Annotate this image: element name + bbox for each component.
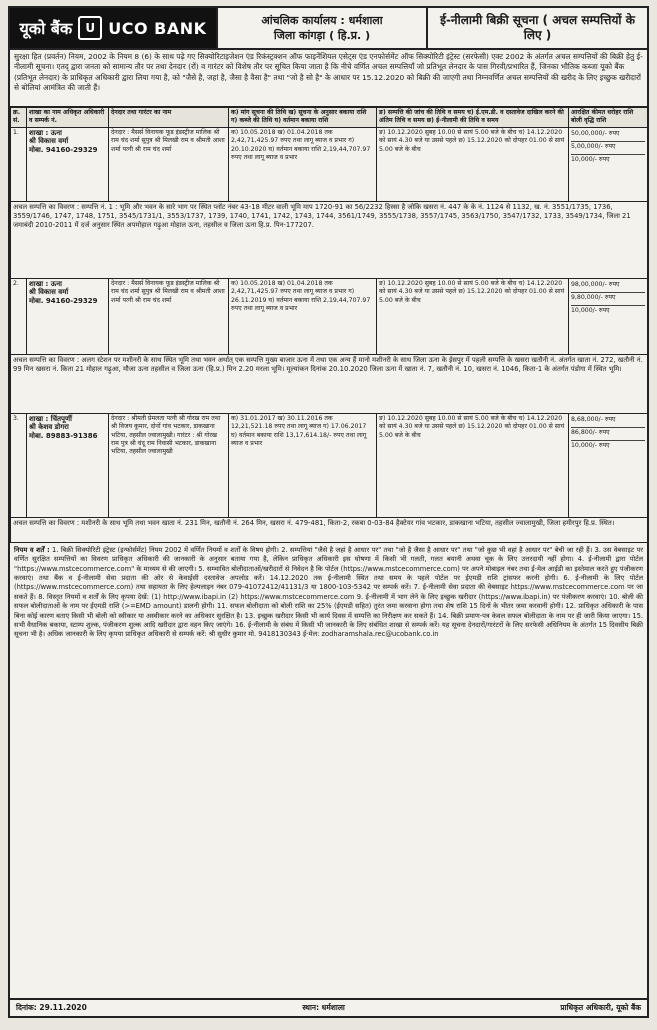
intro-paragraph: सुरक्षा हित (प्रवर्तन) नियम, 2002 के नियम 8 (6) के साथ पढ़े गए सिक्योरिटाइजेशन एंड रिकंस्ट्रक्शन ऑफ फाइनेंशियल एसेट्स एंड एनफोर्समेंट ऑफ सिक्योरिटी इंट्रेस्ट (सरफेसी) एक्ट 2002 के अंतर्गत अचल सम्पत्तियों की बिक्री हेतु ई-नीलामी सूचना। एतद् द्वारा जनता को सामान्य तौर पर तथा देनदार (रों) व गारंटर को विशेष तौर पर सूचित किया जाता है कि नीचे वर्णित अचल सम्पत्तियाँ जो प्रतिभूत लेनदार के पास गिरवी/प्रभारित हैं, जिनका भौतिक कब्जा यूको बैंक (प्रतिभूत लेनदार) के प्राधिकृत अधिकारी द्वारा लिया गया है, को "जैसे है, जहां है, जैसा है वैसा है" तथा "जो है सो है" के आधार पर 15.12.2020 को बिक्री की जाएगी तथा निम्नवर्णित अचल सम्पत्तियों की खरीद के लिए इच्छुक खरीदारों से बोलियां आमंत्रित की जाती हैं। <box>10 50 647 107</box>
bid-increment: 10,000/- रुपए <box>571 441 610 449</box>
row-demand: क) 10.05.2018 ख) 01.04.2018 तक 2,42,71,425.97 रुपए तथा लागू ब्याज व प्रभार ग) 20.10.2020 घ) वर्तमान बकाया राशि 2,19,44,707.97 रुपए तथा लागू ब्याज व प्रभार <box>229 127 377 201</box>
col-demand: क) मांग सूचना की तिथि ख) सूचना के अनुसार बकाया राशि ग) कब्जे की तिथि घ) वर्तमान बकाया राशि <box>229 108 377 128</box>
property-description: अचल सम्पत्ति का विवरण : अलग स्टेशन पर मशीनरी के साथ स्थित भूमि तथा भवन अर्थात् एक सम्पत्ति मुख्य बाजार ऊना में तथा एक अन्य हैं मानो मशीनरी के साथ जिला ऊना के ईसपुर में पहली सम्पत्ति के खसरा खतौनी नं. अंतर्गत खाता नं. 272, खतौनी नं. 99 मिन खसरा नं. किता 21 मोहाल गढ़ुआ, मौजा ऊना तहसील व जिला ऊना (हि.प्र.) मिन 2.20 मरला भूमि। मूल्यांकन दिनांक 20.10.2020 जिला ऊना में खाता नं. 7, खतौनी नं. 10, खसरा नं. 1046, किता-1 के अंतर्गत पंडोगा में स्थित भूमि। <box>11 354 648 413</box>
bid-increment: 10,000/- रुपए <box>571 306 610 314</box>
earnest-money: 5,00,000/- रुपए <box>571 142 645 155</box>
brand-hindi: यूको बैंक <box>19 19 73 38</box>
col-price: आरक्षित कीमत धरोहर राशि बोली वृद्धि राशि <box>569 108 648 128</box>
row-branch <box>27 278 109 354</box>
table-row <box>11 127 648 201</box>
row-borrower: देनदार : श्रीमती प्रेमलता पत्नी श्री गोरख राम तथा श्री विजय कुमार, दोनों गांव भटकार, डाकखाना भटिया, तहसील ज्वालामुखी। गारंटर : श्री गोरख राम पुत्र श्री चंदू राम निवासी भटकार, डाकखाना भटिया, तहसील ज्वालामुखी <box>109 413 229 517</box>
terms-text: 1. बिक्री सिक्योरिटी इंट्रेस्ट (इन्फोर्समेंट) नियम 2002 में वर्णित नियमों व शर्तों के विषय होगी। 2. सम्पत्तियां "जैसे है जहां है आधार पर" तथा "जो है जैसा है आधार पर" तथा "जो कुछ भी वहां है आधार पर" बेची जा रही हैं। 3. उस वेबसाइट पर वर्णित सुरक्षित सम्पत्तियों का विवरण प्राधिकृत अधिकारी की जानकारी के अनुसार बताया गया है, लेकिन प्राधिकृत अधिकारी इस घोषणा में किसी भी गलती, गलत बयानी अथवा चूक के लिए उत्तरदायी नहीं होगा। 4. ई-नीलामी द्वारा पोर्टल "https://www.mstcecommerce.com" के माध्यम से की जाएगी। 5. सम्भावित बोलीदाताओं/खरीदारों से निवेदन है कि पोर्टल (https://www.mstcecommerce.com) पर अपने मोबाइल नंबर तथा ई-मेल आईडी का इस्तेमाल करते हुए पंजीकरण करवाएं। तथा बैंक व ई-नीलामी सेवा प्रदाता की ओर से केवाईसी दस्तावेज अपलोड करें। 14.12.2020 तक ई-नीलामी स्थित तथा समय के पहले पोर्टल पर ईएमडी राशि ट्रांसफर करनी होगी। 6. ई-नीलामी के लिए पोर्टल (https://www.mstcecommerce.com) तथा सहायता के लिए हेल्पलाइन नंबर 079-41072412/41131/3 या 1800-103-5342 पर सम्पर्क करें। 7. ई-नीलामी सेवा प्रदाता की वेबसाइट https://www.mstcecommerce.com पर जा सकते हैं। 8. विस्तृत नियमों व शर्तों के लिए कृपया देखें: (1) http://www.ibapi.in (2) https://www.mstcecommerce.com 9. ई-नीलामी में भाग लेने के लिए इच्छुक खरीदार (https://www.ibapi.in) पर पंजीकरण करवाएं। 10. बोली की सफल बोलीदाताओं के नाम पर ईएमडी राशि (>=EMD amount) डालनी होगी। 11. सफल बोलीदाता को बोली राशि का 25% (ईएमडी सहित) तुरंत जमा करवाना होगा तथा शेष राशि 15 दिनों के भीतर जमा करवानी होगी। 12. प्राधिकृत अधिकारी के पास बिना कोई कारण बताए किसी भी बोली को स्वीकार या अस्वीकार करने का अधिकार सुरक्षित है। 13. इच्छुक खरीदार किसी भी कार्य दिवस में सम्पत्ति का निरीक्षण कर सकते हैं। 14. बिक्री प्रमाण-पत्र केवल सफल बोलीदाता के नाम पर ही जारी किया जाएगा। 15. सभी वैधानिक बकाया, स्टाम्प शुल्क, पंजीकरण शुल्क आदि खरीदार द्वारा वहन किए जाएंगे। 16. ई-नीलामी के संबंध में किसी भी जानकारी के लिए संबंधित शाखा से सम्पर्क करें। यह सूचना देनदारों/गारंटरों के लिए सरफेसी अधिनियम के अंतर्गत 15 दिवसीय बिक्री सूचना भी है। अधिक जानकारी के लिए कृपया प्राधिकृत अधिकारी से सम्पर्क करें: श्री सुधीर कुमार मो. 9418130343 ई-मेल: zodharamshala.rec@ucobank.co.in <box>14 545 643 639</box>
terms-title: नियम व शर्तें : <box>14 545 50 554</box>
bank-brand <box>10 8 218 48</box>
notice-date: दिनांक: 29.11.2020 <box>16 1003 87 1012</box>
col-borrower: देनदार तथा गारंटर का नाम <box>109 108 229 128</box>
uco-logo-icon: U <box>78 16 102 40</box>
row-inspection: ङ) 10.12.2020 सुबह 10.00 से सायं 5.00 बजे के बीच च) 14.12.2020 को सायं 4.30 बजे या उससे पहले छ) 15.12.2020 को दोपहर 01.00 से सायं 5.00 बजे के बीच <box>377 127 569 201</box>
notice-header <box>10 8 647 50</box>
officer-name: श्री केशव डोगरा <box>29 423 69 432</box>
earnest-money: 86,800/- रुपए <box>571 428 645 441</box>
branch-name: शाखा : ऊना <box>29 279 62 288</box>
officer-name: श्री विकास वर्मा <box>29 288 69 297</box>
row-demand: क) 31.01.2017 ख) 30.11.2016 तक 12,21,521.18 रुपए तथा लागू ब्याज ग) 17.06.2017 घ) वर्तमान बकाया राशि 13,17,614.18/- रुपए तथा लागू ब्याज व प्रभार <box>229 413 377 517</box>
office-line2: जिला कांगड़ा ( हि.प्र. ) <box>273 29 371 42</box>
brand-english: UCO BANK <box>108 18 207 38</box>
row-inspection: ङ) 10.12.2020 सुबह 10.00 से सायं 5.00 बजे के बीच च) 14.12.2020 को सायं 4.30 बजे या उससे पहले छ) 15.12.2020 को दोपहर 01.00 से सायं 5.00 बजे के बीच <box>377 413 569 517</box>
col-branch: शाखा का नाम अधिकृत अधिकारी व सम्पर्क नं. <box>27 108 109 128</box>
property-description: अचल सम्पत्ति का विवरण : मशीनरी के साथ भूमि तथा भवन खाता नं. 231 मिन, खतौनी नं. 264 मिन, खसरा नं. 479-481, किता-2, रकबा 0-03-84 हैक्टेयर गांव भटकार, डाकखाना भटिया, तहसील ज्वालामुखी, जिला हमीरपुर हि.प्र. स्थित। <box>11 517 648 542</box>
authorized-officer: प्राधिकृत अधिकारी, यूको बैंक <box>560 1003 641 1012</box>
row-borrower: देनदार : मैसर्स विनायक फूड इंडस्ट्रीज मालिक श्री राम चंद शर्मा सुपुत्र श्री मिलखी राम व श्रीमती आशा शर्मा पत्नी श्री राम चंद शर्मा <box>109 278 229 354</box>
officer-mobile: मोबा. 94160-29329 <box>29 296 98 305</box>
officer-mobile: मोबा. 89883-91386 <box>29 431 98 440</box>
row-branch <box>27 413 109 517</box>
property-description: अचल सम्पत्ति का विवरण : सम्पत्ति नं. 1 : भूमि और भवन के सारे भाग पर स्थित प्लॉट नंबर 43-18 मीटर वाली भूमि माप 1720-91 का 56/2232 हिस्सा है जोकि खसरा नं. 447 के के नं. 1124 से 1132, ख. नं. 3551/1735, 1736, 3559/1746, 1747, 1748, 1751, 3545/1731/1, 3553/1737, 1739, 1740, 1741, 1742, 1743, 1744, 3561/1749, 3555/1738, 3557/1745, 3563/1750, 3547/1732, 1733, 3549/1734, जिला 21 जमाबंदी 2010-2011 में दर्ज अनुसार स्थित अपमोहाल गढ़ुआ मोहाल ऊना, तहसील व जिला ऊना हि.प्र. पिन-177207. <box>11 201 648 278</box>
table-header-row <box>11 108 648 128</box>
notice-title: ई-नीलामी बिक्री सूचना ( अचल सम्पत्तियों के लिए ) <box>440 13 635 42</box>
col-inspection: ङ) सम्पत्ति की जांच की तिथि व समय च) ई.एम.डी. व दस्तावेज दाखिल करने की अंतिम तिथि व समय छ) ई-नीलामी की तिथि व समय <box>377 108 569 128</box>
property-table <box>10 107 648 543</box>
bid-increment: 10,000/- रुपए <box>571 155 610 163</box>
reserve-price: 8,68,000/- रुपए <box>571 415 645 428</box>
branch-name: शाखा : ऊना <box>29 128 62 137</box>
table-row <box>11 278 648 354</box>
row-price <box>569 278 648 354</box>
col-sno: क्र. सं. <box>11 108 27 128</box>
reserve-price: 50,00,000/- रुपए <box>571 129 645 142</box>
notice-place: स्थान: धर्मशाला <box>302 1003 345 1012</box>
row-borrower: देनदार : मैसर्स विनायक फूड इंडस्ट्रीज मालिक श्री राम चंद शर्मा सुपुत्र श्री मिलखी राम व श्रीमती आशा शर्मा पत्नी श्री राम चंद शर्मा <box>109 127 229 201</box>
row-sno: 2. <box>11 278 27 354</box>
officer-mobile: मोबा. 94160-29329 <box>29 145 98 154</box>
row-inspection: ङ) 10.12.2020 सुबह 10.00 से सायं 5.00 बजे के बीच च) 14.12.2020 को सायं 4.30 बजे या उससे पहले छ) 15.12.2020 को दोपहर 01.00 से सायं 5.00 बजे के बीच <box>377 278 569 354</box>
row-demand: क) 10.05.2018 ख) 01.04.2018 तक 2,42,71,425.97 रुपए तथा लागू ब्याज व प्रभार ग) 26.11.2019 घ) वर्तमान बकाया राशि 2,19,44,707.97 रुपए तथा लागू ब्याज व प्रभार <box>229 278 377 354</box>
branch-name: शाखा : चिंतपूर्णी <box>29 414 72 423</box>
terms-conditions <box>10 543 647 954</box>
table-row <box>11 413 648 517</box>
row-price <box>569 413 648 517</box>
earnest-money: 9,80,000/- रुपए <box>571 293 645 306</box>
row-price <box>569 127 648 201</box>
notice-footer <box>10 998 647 1016</box>
auction-notice <box>8 6 649 1018</box>
officer-name: श्री विकास वर्मा <box>29 137 69 146</box>
reserve-price: 98,00,000/- रुपए <box>571 280 645 293</box>
office-line1: आंचलिक कार्यालय : धर्मशाला <box>261 14 383 27</box>
row-branch <box>27 127 109 201</box>
row-sno: 3. <box>11 413 27 517</box>
zonal-office <box>218 8 428 48</box>
row-sno: 1. <box>11 127 27 201</box>
